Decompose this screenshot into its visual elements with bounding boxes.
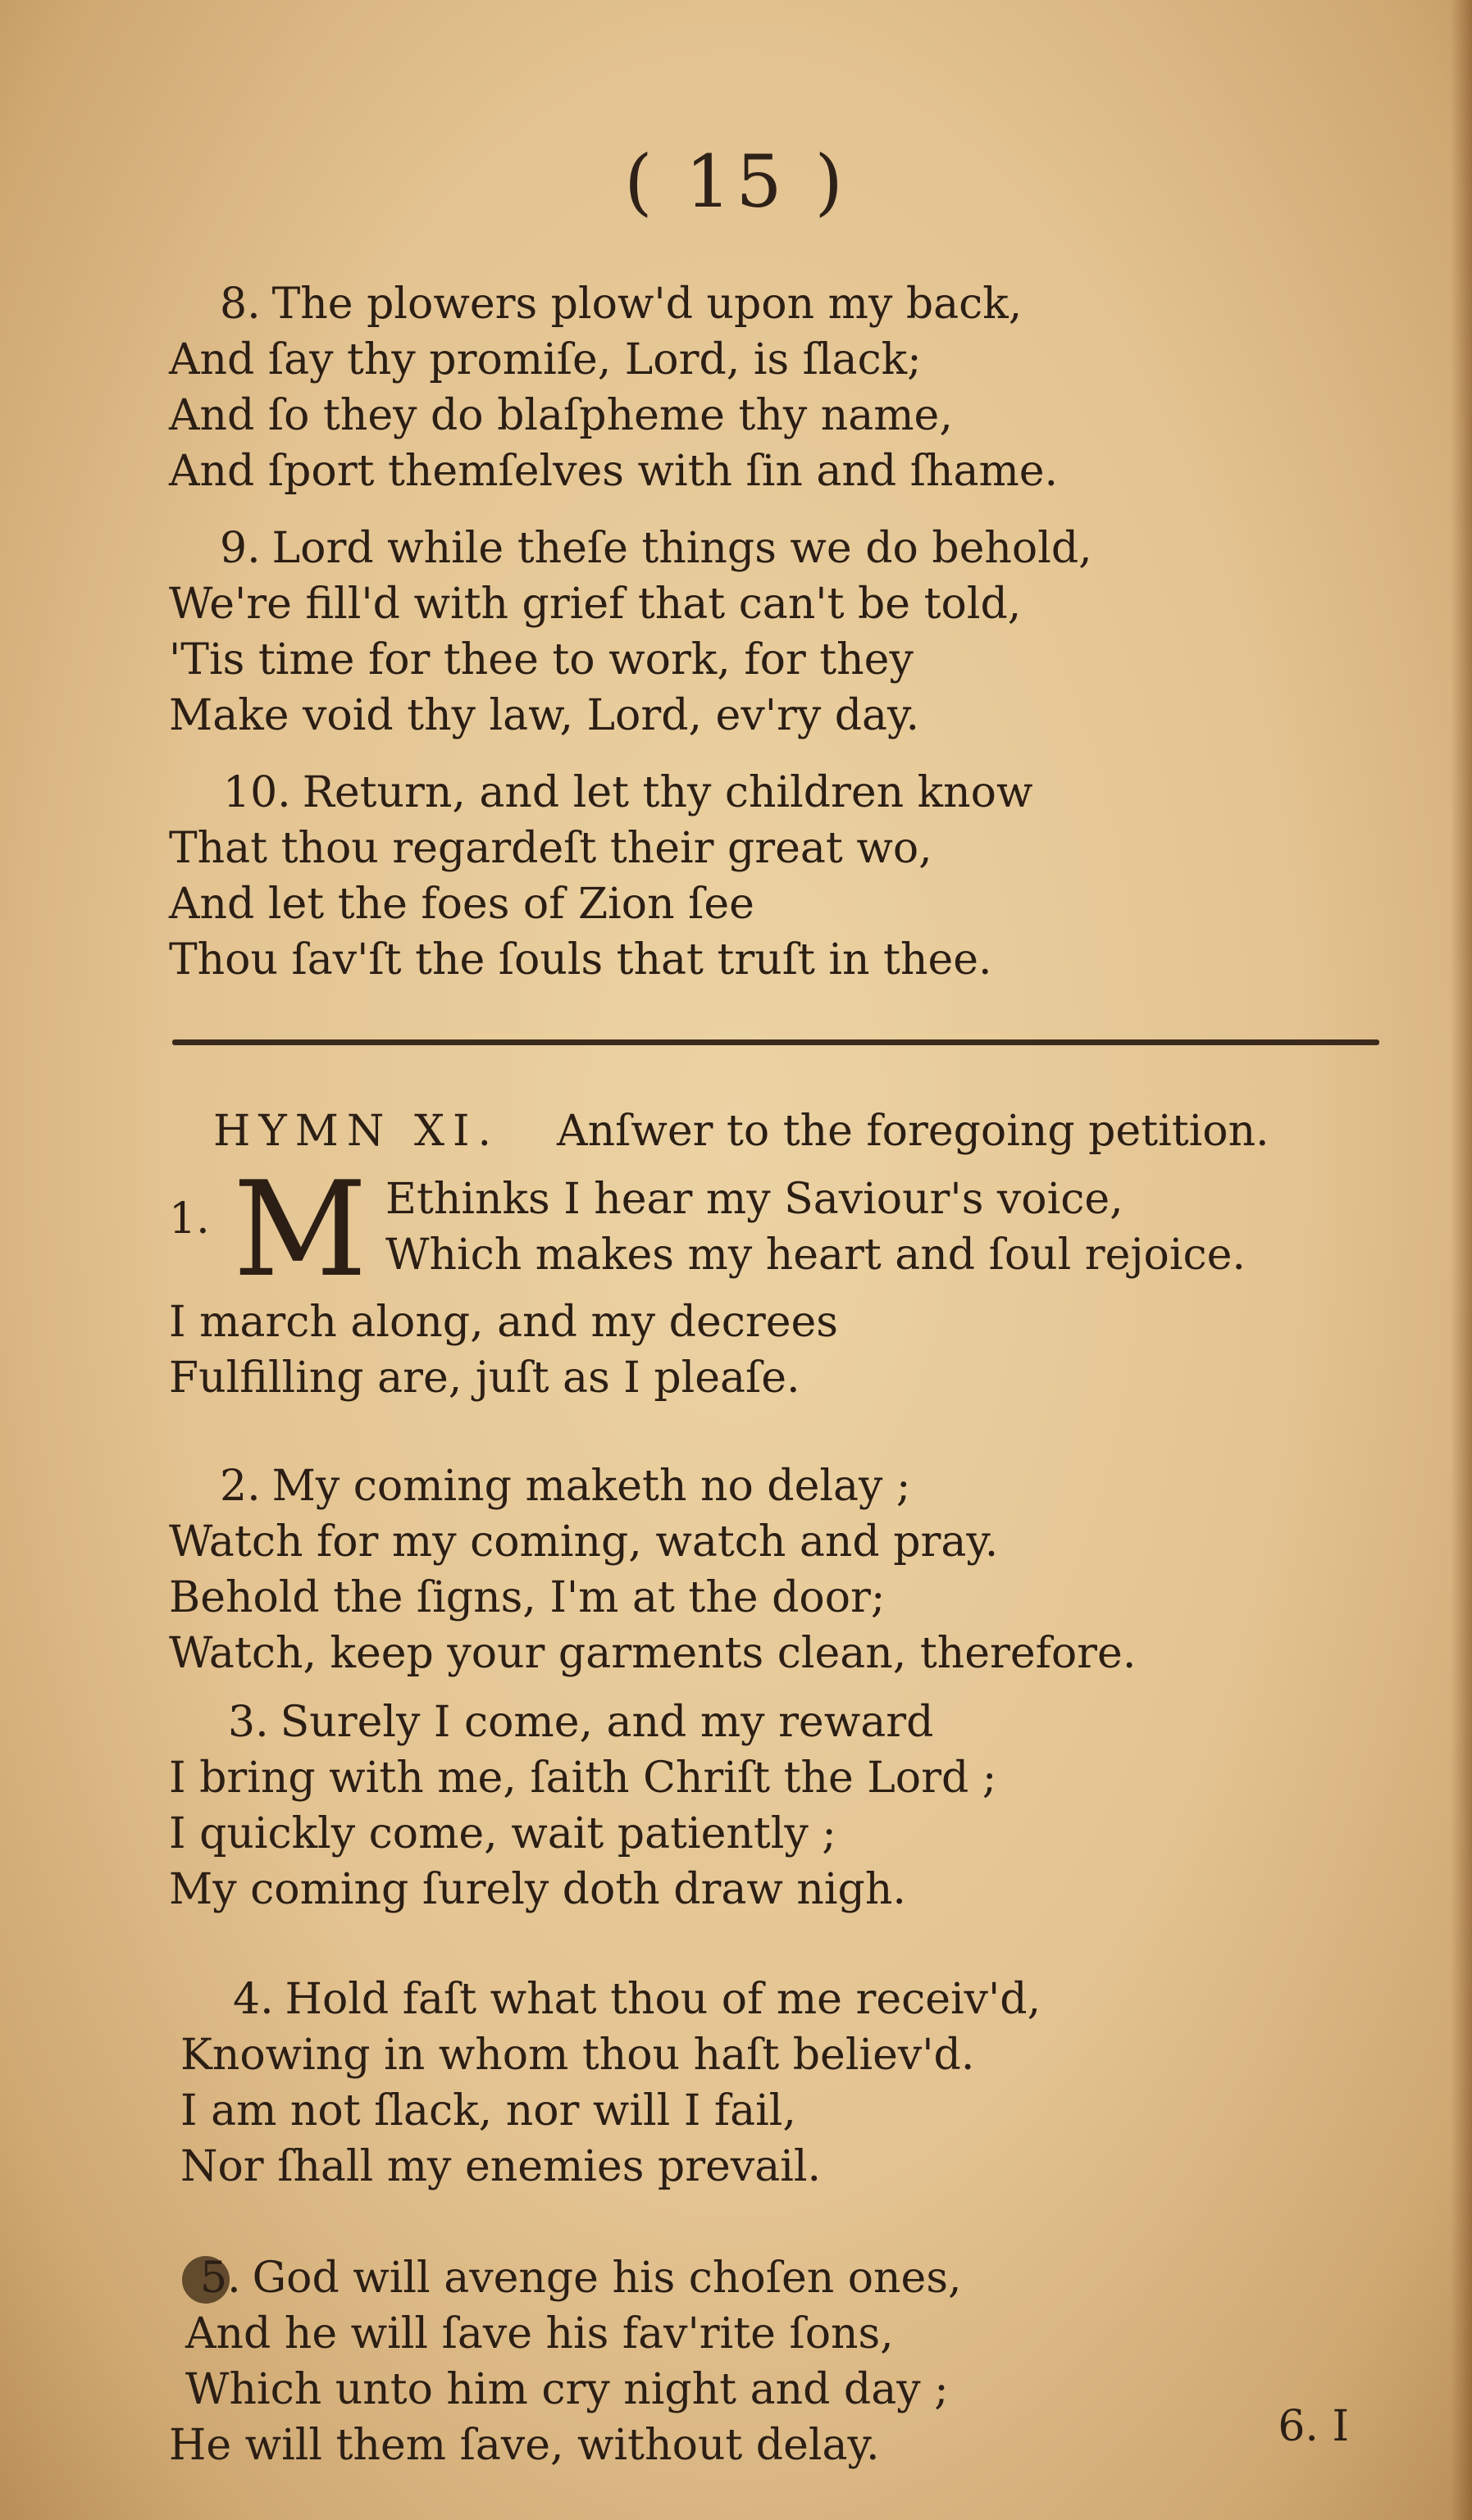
stanza-line: He will them ſave, without delay. bbox=[169, 2421, 880, 2470]
hymn-title: HYMN XI. bbox=[213, 1107, 500, 1156]
stanza-line: Which makes my heart and ſoul rejoice. bbox=[385, 1230, 1246, 1280]
stanza-line: I bring with me, ſaith Chriſt the Lord ; bbox=[169, 1754, 997, 1803]
stanza-number: 5. bbox=[200, 2254, 241, 2303]
page-number: ( 15 ) bbox=[624, 139, 848, 224]
stanza-line: I march along, and my decrees bbox=[169, 1298, 838, 1347]
stanza-line: My coming ſurely doth draw nigh. bbox=[169, 1865, 906, 1914]
stanza-line: And ſport themſelves with ſin and ſhame. bbox=[169, 447, 1059, 496]
stanza-line: Nor ſhall my enemies prevail. bbox=[180, 2142, 821, 2191]
stanza-line: Make void thy law, Lord, ev'ry day. bbox=[169, 691, 920, 740]
stanza-line: I am not ſlack, nor will I fail, bbox=[180, 2086, 796, 2136]
stanza-line: I quickly come, wait patiently ; bbox=[169, 1809, 836, 1858]
stanza-number: 2. bbox=[220, 1462, 261, 1511]
stanza-line: Fulfilling are, juſt as I pleaſe. bbox=[169, 1353, 800, 1403]
stanza-line: We're fill'd with grief that can't be told, bbox=[169, 580, 1022, 629]
hymn-subtitle: Anſwer to the foregoing petition. bbox=[557, 1107, 1269, 1156]
stanza-line: 3. Surely I come, and my reward bbox=[228, 1698, 934, 1747]
drop-cap: M bbox=[233, 1153, 367, 1306]
hymn-heading bbox=[213, 1107, 1394, 1156]
stanza-line: Knowing in whom thou haſt believ'd. bbox=[180, 2031, 975, 2080]
stanza-line: 10. Return, and let thy children know bbox=[223, 768, 1033, 817]
stanza-line: Which unto him cry night and day ; bbox=[185, 2365, 949, 2414]
stanza-line: 8. The plowers plow'd upon my back, bbox=[220, 280, 1023, 329]
stanza-line: And ſo they do blaſpheme thy name, bbox=[169, 391, 953, 440]
catchword: 6. I bbox=[1278, 2402, 1349, 2451]
stanza-number: 4. bbox=[233, 1975, 274, 2024]
stanza-line: 'Tis time for thee to work, for they bbox=[169, 635, 914, 685]
stanza-line: Watch for my coming, watch and pray. bbox=[169, 1517, 999, 1567]
stanza-line: 5. God will avenge his choſen ones, bbox=[200, 2254, 962, 2303]
stanza-number: 8. bbox=[220, 280, 261, 329]
stanza-line: 4. Hold faſt what thou of me receiv'd, bbox=[233, 1975, 1041, 2024]
stanza-number: 10. bbox=[223, 768, 291, 817]
section-divider bbox=[172, 1039, 1379, 1045]
stanza-line: Watch, keep your garments clean, therefore. bbox=[169, 1629, 1137, 1678]
page-edge-shadow bbox=[1451, 0, 1472, 2520]
stanza-line: And let the foes of Zion ſee bbox=[169, 880, 754, 929]
stanza-line: 2. My coming maketh no delay ; bbox=[220, 1462, 911, 1511]
stanza-number: 9. bbox=[220, 524, 261, 573]
stanza-number: 3. bbox=[228, 1698, 269, 1747]
stanza-line: And he will ſave his fav'rite ſons, bbox=[185, 2309, 894, 2359]
stanza-line: Behold the ſigns, I'm at the door; bbox=[169, 1573, 886, 1622]
stanza-line: Ethinks I hear my Saviour's voice, bbox=[385, 1175, 1123, 1224]
stanza-line: And ſay thy promiſe, Lord, is ſlack; bbox=[169, 335, 922, 384]
stanza-line: 9. Lord while theſe things we do behold, bbox=[220, 524, 1092, 573]
stanza-line: That thou regardeſt their great wo, bbox=[169, 824, 932, 873]
stanza-line: Thou ſav'ſt the ſouls that truſt in thee. bbox=[169, 935, 992, 985]
stanza-number: 1. bbox=[169, 1194, 210, 1244]
